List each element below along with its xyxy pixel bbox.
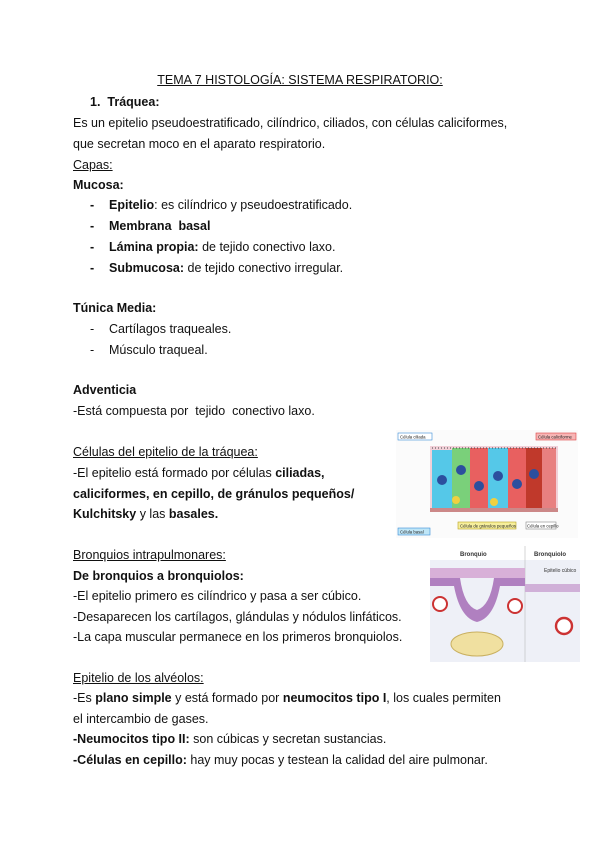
item-text: : es cilíndrico y pseudoestratificado. bbox=[154, 198, 353, 212]
item-text: de tejido conectivo irregular. bbox=[184, 261, 344, 275]
alveolos-text: y está formado por bbox=[171, 691, 283, 705]
figure-label: Bronquiolo bbox=[534, 552, 566, 558]
figure-label: Célula ciliada bbox=[400, 434, 426, 440]
figure-label: Célula en cepillo bbox=[527, 523, 559, 529]
bronchus-bronchiole-figure bbox=[430, 546, 580, 662]
goblet-cell bbox=[508, 448, 526, 508]
item-term: Membrana basal bbox=[109, 219, 211, 233]
granule-cell bbox=[452, 496, 460, 504]
alveolos-line-4 bbox=[73, 752, 488, 768]
celulas-line-3 bbox=[73, 506, 218, 522]
bronquios-line: -El epitelio primero es cilíndrico y pasa a ser cúbico. bbox=[73, 589, 362, 603]
section-1-heading bbox=[90, 94, 160, 110]
alveolos-line-1 bbox=[73, 690, 501, 706]
celulas-text: -El epitelio está formado por células bbox=[73, 466, 276, 480]
alveolos-text: hay muy pocas y testean la calidad del aire pulmonar. bbox=[186, 753, 488, 767]
cell-nucleus bbox=[456, 465, 466, 475]
brush-cell bbox=[470, 448, 488, 508]
mucosa-item: - Lámina propia: de tejido conectivo laxo. bbox=[90, 240, 336, 254]
celulas-heading: Células del epitelio de la tráquea: bbox=[73, 445, 258, 459]
bronquios-subheading: De bronquios a bronquiolos: bbox=[73, 569, 244, 583]
cell-nucleus bbox=[529, 469, 539, 479]
cell-nucleus bbox=[474, 481, 484, 491]
alveolos-heading: Epitelio de los alvéolos: bbox=[73, 671, 204, 685]
item-term: Epitelio bbox=[109, 198, 155, 212]
intro-line-2: que secretan moco en el aparato respiratorio. bbox=[73, 137, 326, 151]
figure-label: Célula basal bbox=[400, 529, 424, 535]
adventicia-text: -Está compuesta por tejido conectivo laxo. bbox=[73, 404, 315, 418]
bronquios-line: -La capa muscular permanece en los primeros bronquiolos. bbox=[73, 630, 403, 644]
celulas-text: y las bbox=[136, 507, 169, 521]
blood-vessel bbox=[556, 618, 572, 634]
alveolos-text: , los cuales permiten bbox=[386, 691, 501, 705]
celulas-term: basales. bbox=[168, 507, 219, 521]
alveolos-text: son cúbicas y secretan sustancias. bbox=[189, 732, 387, 746]
celulas-term: ciliadas, bbox=[275, 466, 325, 480]
celulas-line-1 bbox=[73, 465, 325, 481]
item-text: Cartílagos traqueales. bbox=[109, 322, 232, 336]
item-term: Submucosa: bbox=[109, 261, 185, 275]
tunica-item: - Cartílagos traqueales. bbox=[90, 322, 232, 336]
alveolos-term: plano simple bbox=[95, 691, 172, 705]
page-title: TEMA 7 HISTOLOGÍA: SISTEMA RESPIRATORIO: bbox=[157, 73, 443, 87]
celulas-term: Kulchitsky bbox=[73, 507, 137, 521]
figure-label: Célula de gránulos pequeños bbox=[460, 523, 516, 529]
alveolos-term: -Células en cepillo: bbox=[73, 753, 187, 767]
capas-label: Capas: bbox=[73, 158, 113, 172]
bronchiole-epithelium bbox=[525, 584, 580, 592]
alveolos-term: neumocitos tipo I bbox=[282, 691, 387, 705]
alveolos-line-3 bbox=[73, 731, 386, 747]
figure-label: Epitelio cúbico bbox=[544, 568, 577, 574]
section-title: Tráquea: bbox=[107, 95, 160, 109]
bronchus-epithelium bbox=[430, 568, 525, 578]
cartilage-plate bbox=[451, 632, 503, 656]
cell-nucleus bbox=[437, 475, 447, 485]
ciliated-cell bbox=[542, 448, 556, 508]
mucosa-heading: Mucosa: bbox=[73, 178, 124, 192]
adventicia-heading: Adventicia bbox=[73, 383, 137, 397]
blood-vessel bbox=[508, 599, 522, 613]
basement-membrane bbox=[430, 508, 558, 512]
intro-line-1: Es un epitelio pseudoestratificado, cilíndrico, ciliados, con células caliciformes, bbox=[73, 116, 508, 130]
mucosa-item: - Membrana basal bbox=[90, 219, 211, 233]
cell-nucleus bbox=[493, 471, 503, 481]
tunica-heading: Túnica Media: bbox=[73, 301, 157, 315]
blood-vessel bbox=[433, 597, 447, 611]
bronquios-heading: Bronquios intrapulmonares: bbox=[73, 548, 226, 562]
section-number: 1. bbox=[90, 95, 101, 109]
item-term: Lámina propia: bbox=[109, 240, 199, 254]
mucosa-item: - Submucosa: de tejido conectivo irregular. bbox=[90, 261, 344, 275]
tracheal-epithelium-figure bbox=[396, 430, 578, 538]
alveolos-text: -Es bbox=[73, 691, 96, 705]
celulas-line-2: caliciformes, en cepillo, de gránulos pequeños/ bbox=[73, 487, 355, 501]
bronquios-line: -Desaparecen los cartílagos, glándulas y nódulos linfáticos. bbox=[73, 610, 402, 624]
figure-label: Célula caliciforme bbox=[538, 434, 572, 440]
cell-nucleus bbox=[512, 479, 522, 489]
mucosa-item: - Epitelio: es cilíndrico y pseudoestratificado. bbox=[90, 198, 353, 212]
figure-label: Bronquio bbox=[460, 552, 487, 558]
item-text: Músculo traqueal. bbox=[109, 343, 208, 357]
tunica-item: - Músculo traqueal. bbox=[90, 343, 208, 357]
item-text: de tejido conectivo laxo. bbox=[198, 240, 336, 254]
granule-cell bbox=[490, 498, 498, 506]
alveolos-term: -Neumocitos tipo II: bbox=[73, 732, 190, 746]
alveolos-line-2: el intercambio de gases. bbox=[73, 712, 209, 726]
